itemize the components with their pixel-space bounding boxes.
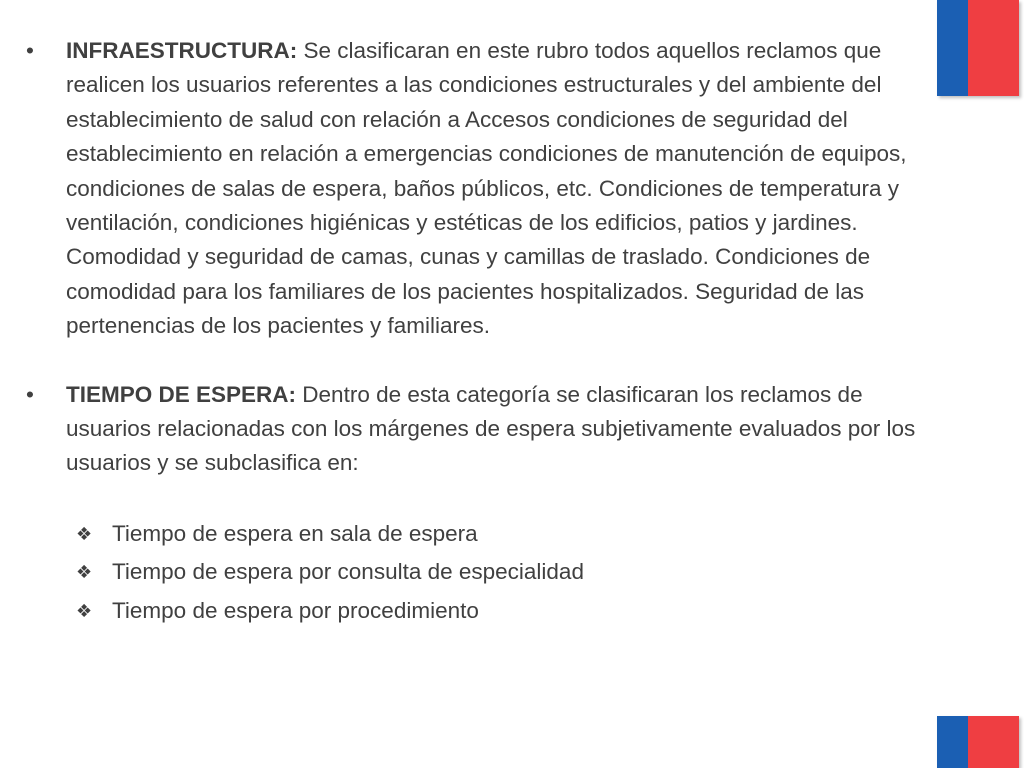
sub-bullet-list xyxy=(26,515,926,631)
bullet-text: Se clasificaran en este rubro todos aquellos reclamos que realicen los usuarios referentes a las condiciones estructurales y del ambiente del establecimiento de salud con relación a Accesos condiciones de seguridad del establecimiento en relación a emergencias condiciones de manutención de equipos, condiciones de salas de espera, baños públicos, etc. Condiciones de temperatura y ventilación, condiciones higiénicas y estéticas de los edificios, patios y jardines. Comodidad y seguridad de camas, cunas y camillas de traslado. Condiciones de comodidad para los familiares de los pacientes hospitalizados. Seguridad de las pertenencias de los pacientes y familiares. xyxy=(66,38,907,339)
flag-red-stripe xyxy=(968,0,1019,96)
list-item xyxy=(26,592,926,631)
diamond-bullet-icon: ❖ xyxy=(76,523,93,544)
list-item xyxy=(26,553,926,592)
bullet-term: INFRAESTRUCTURA: xyxy=(66,38,298,63)
flag-logo-top xyxy=(937,0,1019,96)
bullet-text: Dentro de esta categoría se clasificaran los reclamos de usuarios relacionadas con los márgenes de espera subjetivamente evaluados por los usuarios y se subclasifica en: xyxy=(66,381,916,476)
bullet-dot-icon: • xyxy=(26,381,34,407)
list-item xyxy=(26,515,926,554)
sub-item-label: Tiempo de espera por consulta de especialidad xyxy=(112,559,584,585)
flag-red-stripe xyxy=(968,716,1019,768)
sub-item-label: Tiempo de espera por procedimiento xyxy=(112,597,479,623)
slide-content xyxy=(26,34,926,630)
bullet-term: TIEMPO DE ESPERA: xyxy=(66,381,297,407)
flag-blue-stripe xyxy=(937,716,968,768)
flag-logo-bottom xyxy=(937,716,1019,768)
diamond-bullet-icon: ❖ xyxy=(76,562,93,583)
sub-item-label: Tiempo de espera en sala de espera xyxy=(112,520,478,546)
spacer xyxy=(26,344,926,378)
bullet-infraestructura xyxy=(26,34,926,344)
bullet-tiempo-de-espera xyxy=(26,378,926,481)
flag-blue-stripe xyxy=(937,0,968,96)
diamond-bullet-icon: ❖ xyxy=(76,600,93,621)
bullet-dot-icon: • xyxy=(26,38,34,63)
spacer xyxy=(26,481,926,515)
